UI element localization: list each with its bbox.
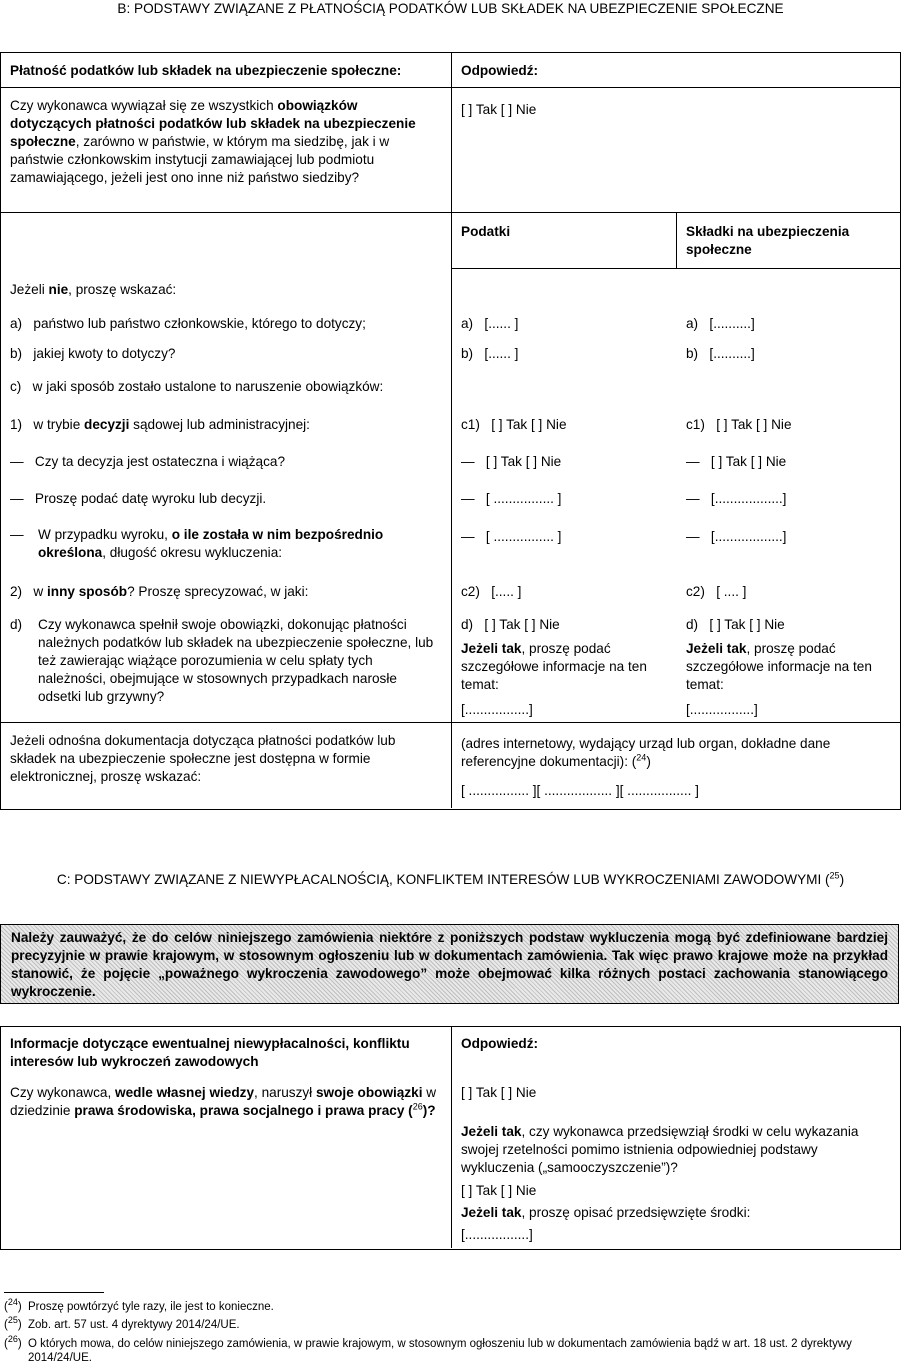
social-details-field[interactable]: [.................] <box>686 702 758 717</box>
tax-a-field[interactable]: a) [...... ] <box>461 316 519 331</box>
social-d-answer[interactable]: d) [ ] Tak [ ] Nie <box>686 617 785 632</box>
tax-date-field[interactable]: — [ ................ ] <box>461 491 562 506</box>
insolvency-header: Informacje dotyczące ewentualnej niewypłacalności, konfliktu interesów lub wykroczeń zawodowych <box>10 1036 410 1069</box>
social-c2-field[interactable]: c2) [ .... ] <box>686 584 747 599</box>
item-b: b) jakiej kwoty to dotyczy? <box>10 346 176 361</box>
item-d: Czy wykonawca spełnił swoje obowiązki, dokonując płatności należnych podatków lub składek na ubezpieczenie społeczne, lub też zawierając wiążące porozumienia w celu spłaty tych należności, obejmujące w stosownych przypadkach narosłe odsetki lub grzywny? <box>38 617 434 704</box>
footnote-separator <box>4 1292 104 1293</box>
section-c-title: C: PODSTAWY ZWIĄZANE Z NIEWYPŁACALNOŚCIĄ, KONFLIKTEM INTERESÓW LUB WYKROCZENIAMI ZAWODOWYMI ($^{25}$) <box>56 870 845 887</box>
item-dash-date: — Proszę podać datę wyroku lub decyzji. <box>10 491 267 506</box>
social-date-field[interactable]: — [..................] <box>686 491 787 506</box>
social-final-answer[interactable]: — [ ] Tak [ ] Nie <box>686 454 787 469</box>
selfclean-question: Jeżeli tak, czy wykonawca przedsięwziął środki w celu wykazania swojej rzetelności pomimo istnienia odpowiedniej podstawy wykluczenia („samooczyszczenie”)? <box>461 1124 859 1175</box>
social-period-field[interactable]: — [..................] <box>686 529 787 544</box>
d-mark: d) <box>10 617 23 632</box>
tax-final-answer[interactable]: — [ ] Tak [ ] Nie <box>461 454 562 469</box>
if-no-label: Jeżeli nie, proszę wskazać: <box>10 282 177 297</box>
obligations-question: Czy wykonawca, wedle własnej wiedzy, naruszył swoje obowiązki w dziedzinie prawa środowiska, prawa socjalnego i prawa pracy ($^{26}$)? <box>10 1085 437 1118</box>
answer-header-c: Odpowiedź: <box>461 1036 539 1051</box>
docs-answer-label: (adres internetowy, wydający urząd lub organ, dokładne dane referencyjne dokumentacji): ($^{24}$) <box>461 736 831 769</box>
social-if-yes: Jeżeli tak, proszę podać szczegółowe informacje na ten temat: <box>686 641 872 692</box>
tax-if-yes: Jeżeli tak, proszę podać szczegółowe informacje na ten temat: <box>461 641 647 692</box>
measures-label: Jeżeli tak, proszę opisać przedsięwzięte środki: <box>461 1205 751 1220</box>
dash-mark: — <box>10 527 24 542</box>
footnote-25: ($^{25}$) Zob. art. 57 ust. 4 dyrektywy 2014/24/UE. <box>4 1315 240 1331</box>
obligations-answer[interactable]: [ ] Tak [ ] Nie <box>461 1085 537 1100</box>
col-divider <box>451 1026 452 1248</box>
item-dash-period: W przypadku wyroku, o ile została w nim bezpośrednio określona, długość okresu wykluczenia: <box>38 527 384 560</box>
divider <box>452 268 901 269</box>
tax-details-field[interactable]: [.................] <box>461 702 533 717</box>
measures-field[interactable]: [.................] <box>461 1227 533 1242</box>
tax-period-field[interactable]: — [ ................ ] <box>461 529 562 544</box>
item-2: 2) w inny sposób? Proszę sprecyzować, w jaki: <box>10 584 309 599</box>
col-divider <box>676 212 677 268</box>
item-dash-final: — Czy ta decyzja jest ostateczna i wiążąca? <box>10 454 286 469</box>
tax-d-answer[interactable]: d) [ ] Tak [ ] Nie <box>461 617 560 632</box>
footnote-26: ($^{26}$) O których mowa, do celów niniejszego zamówienia, w prawie krajowym, w stosownym ogłoszeniu lub w dokumentach zamówienia bądź w art. 18 ust. 2 dyrektywy 2014/24/UE. <box>4 1334 852 1364</box>
taxes-column-header: Podatki <box>461 224 511 239</box>
docs-question: Jeżeli odnośna dokumentacja dotycząca płatności podatków lub składek na ubezpieczenie społeczne jest dostępna w formie elektronicznej, proszę wskazać: <box>10 733 396 784</box>
social-b-field[interactable]: b) [..........] <box>686 346 755 361</box>
footnote-24: ($^{24}$) Proszę powtórzyć tyle razy, ile jest to konieczne. <box>4 1297 274 1313</box>
tax-c2-field[interactable]: c2) [..... ] <box>461 584 522 599</box>
docs-reference-field[interactable]: [ ................ ][ .................. ][ ................. ] <box>461 783 699 798</box>
social-a-field[interactable]: a) [..........] <box>686 316 755 331</box>
item-c: c) w jaki sposób zostało ustalone to naruszenie obowiązków: <box>10 379 384 394</box>
item-1: 1) w trybie decyzji sądowej lub administracyjnej: <box>10 417 310 432</box>
section-b-title: B: PODSTAWY ZWIĄZANE Z PŁATNOŚCIĄ PODATKÓW LUB SKŁADEK NA UBEZPIECZENIE SPOŁECZNE <box>117 1 784 16</box>
payment-question: Czy wykonawca wywiązał się ze wszystkich obowiązków dotyczących płatności podatków lub składek na ubezpieczenie społeczne, zarówno w państwie, w którym ma siedzibę, jak i w państwie członkowskim instytucji zamawiającej lub podmiotu zamawiającego, jeżeli jest ono inne niż państwo siedziby? <box>10 98 416 185</box>
answer-header: Odpowiedź: <box>461 63 539 78</box>
tax-b-field[interactable]: b) [...... ] <box>461 346 519 361</box>
section-c-notice: Należy zauważyć, że do celów niniejszego zamówienia niektóre z poniższych podstaw wykluczenia mogą być zdefiniowane bardziej precyzyjnie w prawie krajowym, w stosownym ogłoszeniu lub w dokumentach zamówienia. Tak więc prawo krajowe może na przykład stanowić, że pojęcie „poważnego wykroczenia zawodowego” może obejmować kilka różnych postaci zachowania stanowiącego wykroczenie. <box>0 924 899 1004</box>
payment-answer[interactable]: [ ] Tak [ ] Nie <box>461 102 537 117</box>
selfclean-answer[interactable]: [ ] Tak [ ] Nie <box>461 1183 537 1198</box>
col-divider <box>451 52 452 808</box>
payment-header: Płatność podatków lub składek na ubezpieczenie społeczne: <box>10 63 402 78</box>
tax-c1-answer[interactable]: c1) [ ] Tak [ ] Nie <box>461 417 567 432</box>
item-a: a) państwo lub państwo członkowskie, którego to dotyczy; <box>10 316 366 331</box>
social-c1-answer[interactable]: c1) [ ] Tak [ ] Nie <box>686 417 792 432</box>
divider <box>0 212 452 213</box>
social-column-header: Składki na ubezpieczenia społeczne <box>686 224 850 257</box>
